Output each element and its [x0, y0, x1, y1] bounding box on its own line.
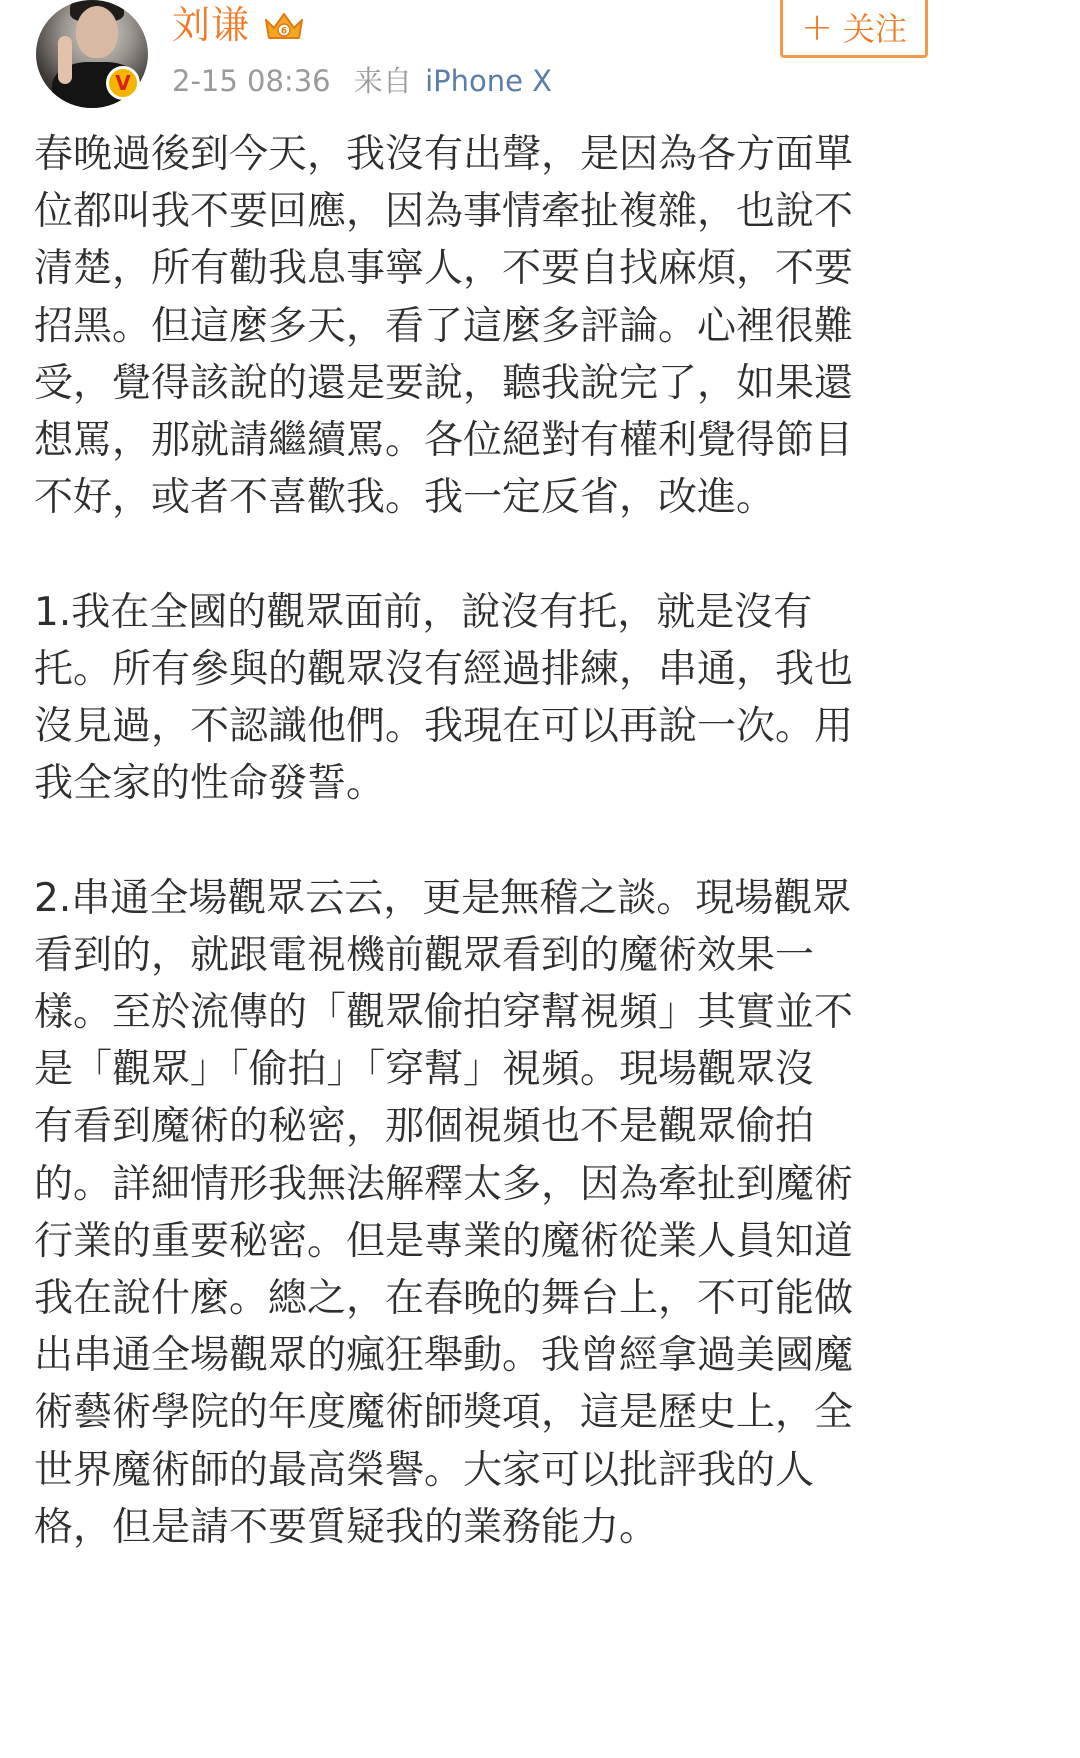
text-line: 的。詳細情形我無法解釋太多，因為牽扯到魔術: [34, 1161, 854, 1207]
text-line: 格，但是請不要質疑我的業務能力。: [34, 1504, 659, 1550]
paragraph-gap: [34, 812, 946, 869]
text-line: 出串通全場觀眾的瘋狂舉動。我曾經拿過美國魔: [34, 1333, 854, 1379]
verified-badge-icon: V: [106, 66, 140, 100]
text-line: 有看到魔術的秘密，那個視頻也不是觀眾偷拍: [34, 1104, 815, 1150]
text-line: 我全家的性命發誓。: [34, 761, 386, 807]
avatar-finger: [58, 36, 72, 84]
text-line: 招黑。但這麼多天，看了這麼多評論。心裡很難: [34, 303, 854, 349]
post-body: [34, 126, 946, 1556]
text-line: 我在說什麼。總之，在春晚的舞台上，不可能做: [34, 1276, 854, 1322]
source-label: 来自: [353, 64, 412, 98]
text-line: 2.串通全場觀眾云云，更是無稽之談。現場觀眾: [34, 875, 852, 921]
text-line: 托。所有參與的觀眾沒有經過排練，串通，我也: [34, 646, 854, 692]
plus-icon: +: [801, 5, 833, 49]
post-time: 2-15 08:36: [172, 64, 331, 98]
text-line: 行業的重要秘密。但是專業的魔術從業人員知道: [34, 1218, 854, 1264]
text-line: 不好，或者不喜歡我。我一定反省，改進。: [34, 475, 776, 521]
svg-text:6: 6: [280, 26, 288, 37]
follow-label: 关注: [842, 10, 907, 48]
text-line: 術藝術學院的年度魔術師獎項，這是歷史上，全: [34, 1390, 854, 1436]
avatar-face: [76, 6, 118, 58]
text-line: 是「觀眾」「偷拍」「穿幫」視頻。現場觀眾沒: [34, 1047, 815, 1093]
text-line: 春晚過後到今天，我沒有出聲，是因為各方面單: [34, 132, 854, 177]
device-link[interactable]: iPhone X: [425, 64, 553, 98]
paragraph-3: [34, 870, 946, 1556]
text-line: 想罵，那就請繼續罵。各位絕對有權利覺得節目: [34, 418, 854, 464]
text-line: 位都叫我不要回應，因為事情牽扯複雜，也說不: [34, 189, 854, 235]
paragraph-gap: [34, 526, 946, 583]
crown-vip-icon: [262, 8, 306, 44]
text-line: 世界魔術師的最高榮譽。大家可以批評我的人: [34, 1447, 815, 1493]
text-line: 看到的，就跟電視機前觀眾看到的魔術效果一: [34, 932, 815, 978]
paragraph-1: [34, 126, 946, 526]
paragraph-2: [34, 584, 946, 813]
text-line: 1.我在全國的觀眾面前，說沒有托，就是沒有: [34, 589, 813, 635]
text-line: 受，覺得該說的還是要說，聽我說完了，如果還: [34, 360, 854, 406]
follow-button[interactable]: [780, 0, 928, 58]
text-line: 樣。至於流傳的「觀眾偷拍穿幫視頻」其實並不: [34, 990, 854, 1036]
post-header: [0, 0, 1080, 120]
author-name[interactable]: 刘谦: [172, 3, 251, 47]
text-line: 清楚，所有勸我息事寧人，不要自找麻煩，不要: [34, 246, 854, 292]
text-line: 沒見過，不認識他們。我現在可以再說一次。用: [34, 704, 854, 750]
post-meta: [172, 62, 552, 100]
